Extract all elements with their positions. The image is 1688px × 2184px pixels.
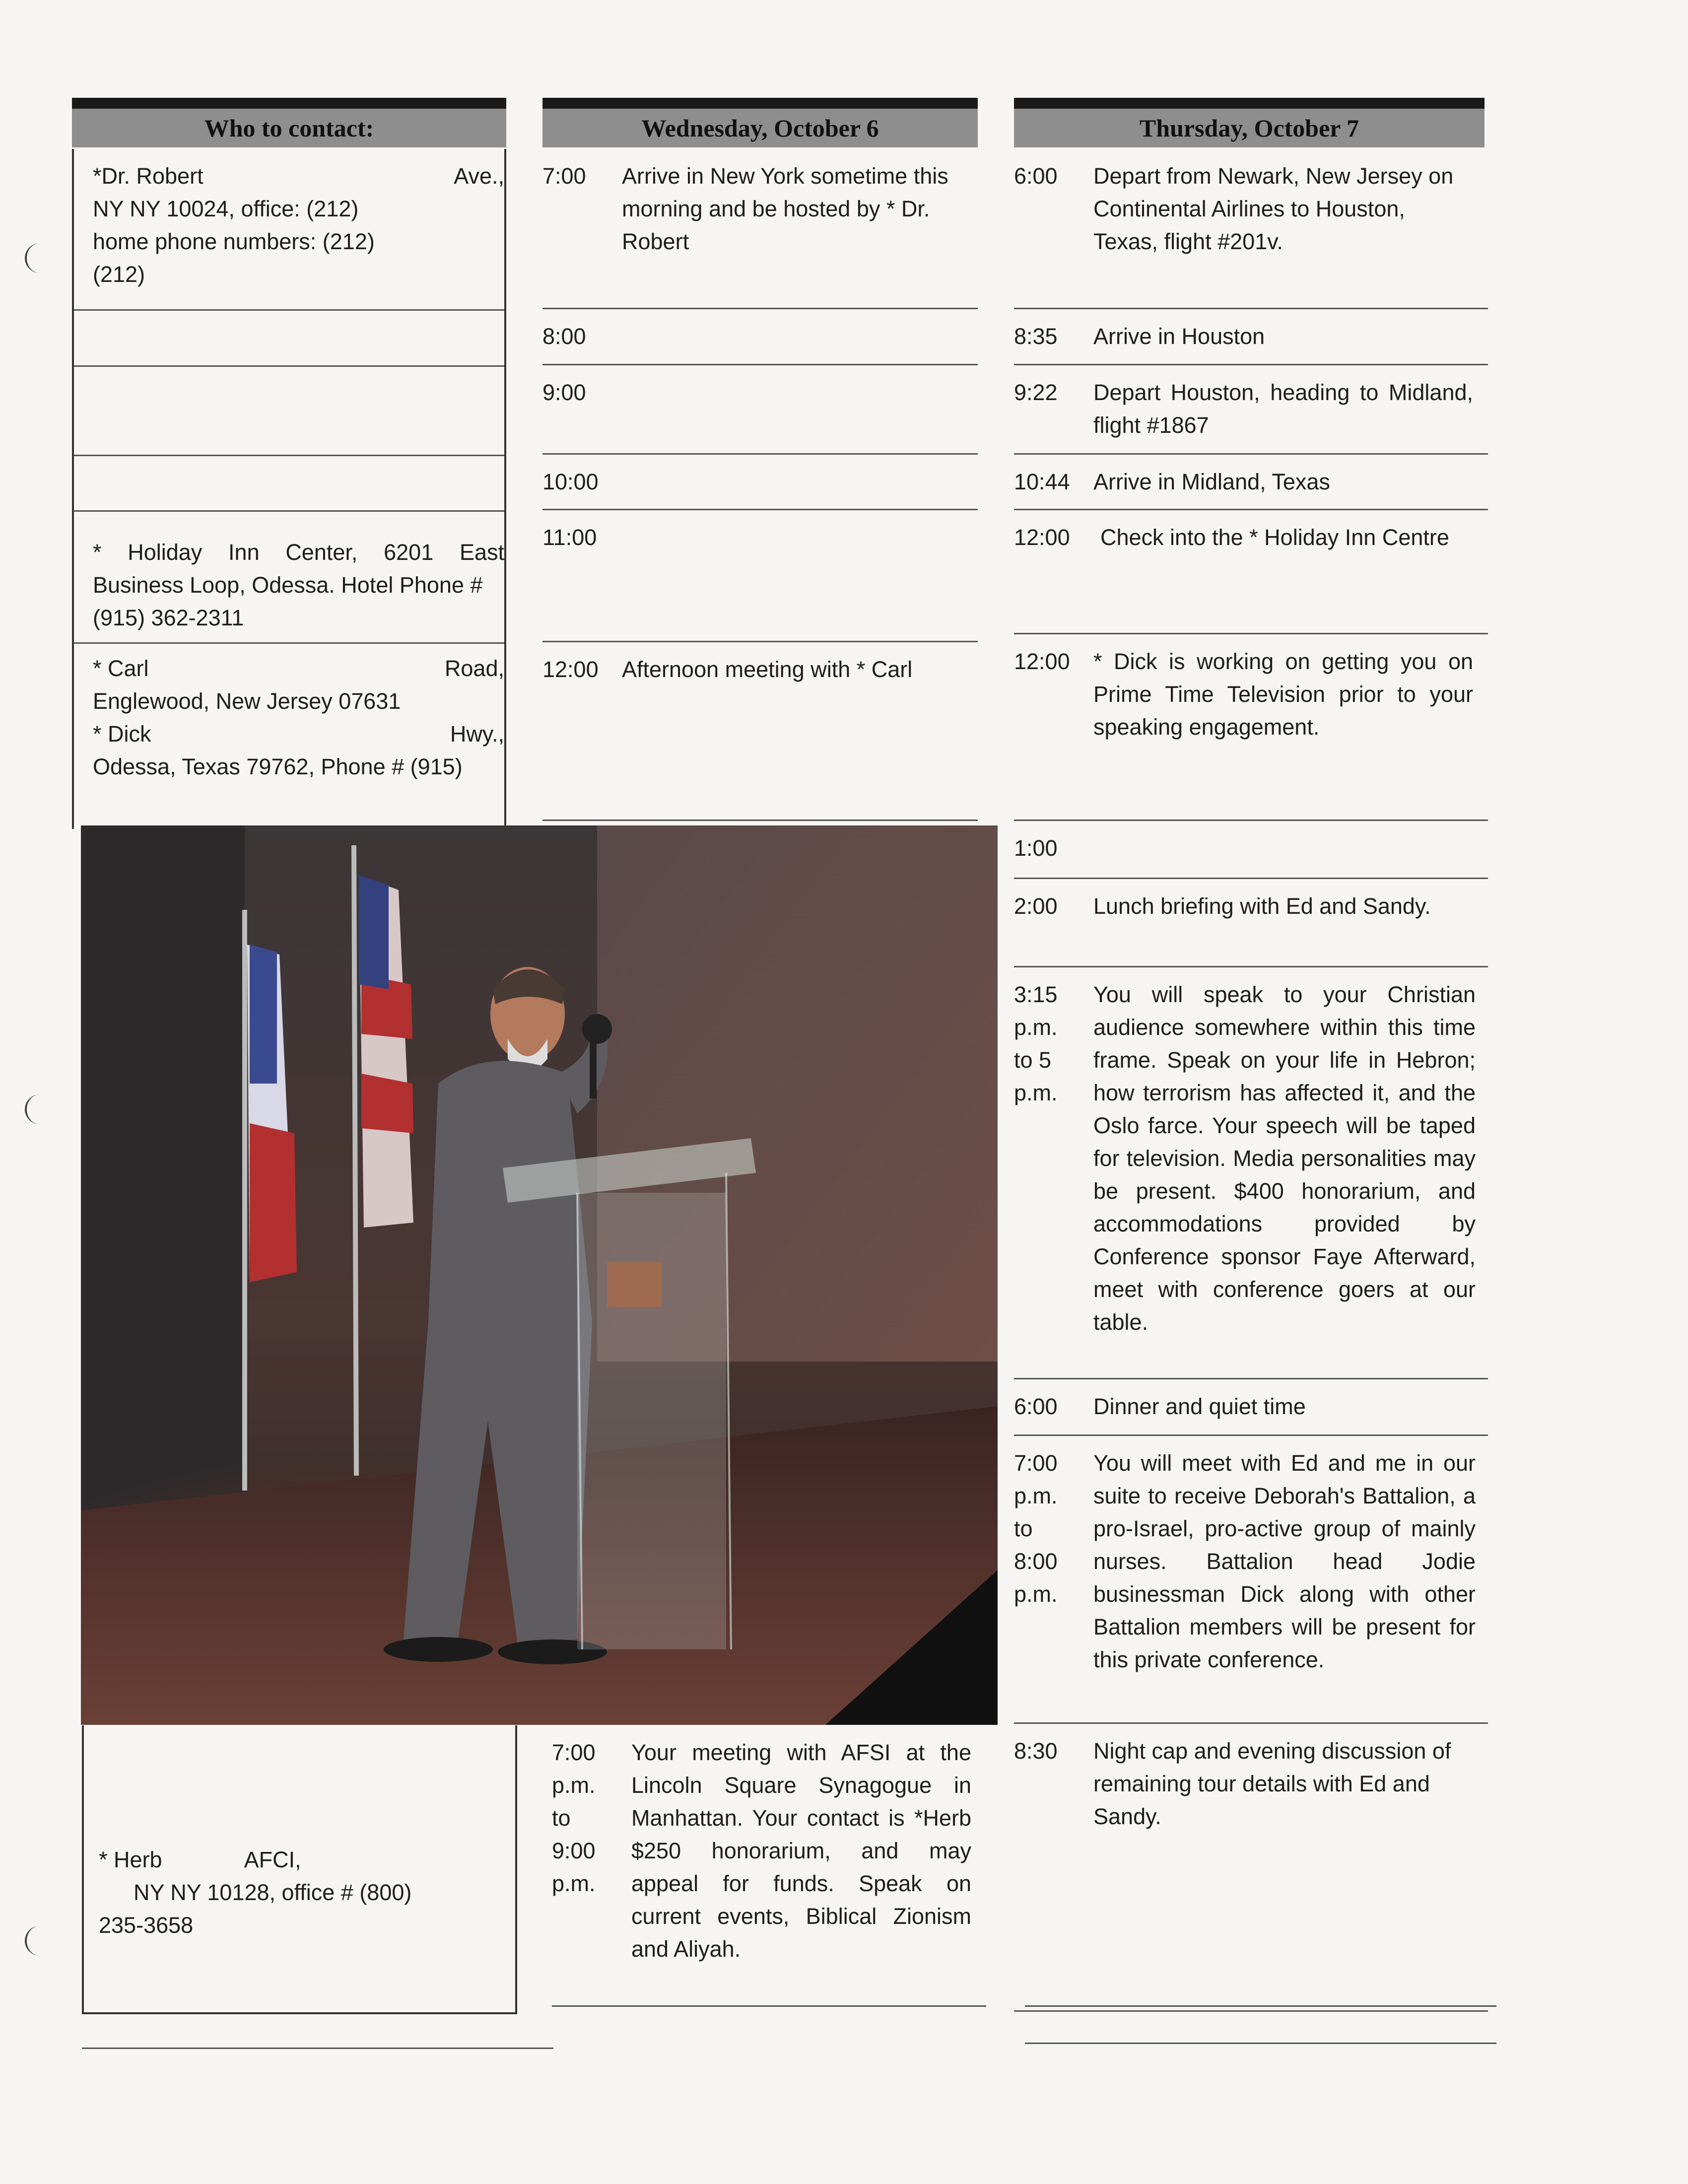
contact-empty-3 [74,455,504,512]
contact-carl-city: Englewood, New Jersey 07631 [93,688,401,714]
thu-row-1044 [1014,455,1488,510]
thu-row-100 [1014,821,1488,879]
wed-time: 10:00 [542,469,599,494]
thu-time: 12:00 [1014,649,1070,674]
thu-time: 12:00 [1014,525,1070,550]
header-wednesday [542,98,978,147]
wed-row-9am [542,365,978,455]
header-who-to-contact [72,98,506,147]
header-thursday [1014,98,1485,147]
contact-empty-2 [74,365,504,456]
speaker-photo [81,825,998,1725]
thu-row-835 [1014,309,1488,365]
contact-carl-road: Road, [444,656,504,681]
contact-column [72,149,506,829]
thu-text: Arrive in Midland, Texas [1093,469,1330,494]
contact-herb-text [99,1843,515,1942]
contact-dick-hwy: Hwy., [450,721,504,747]
contact-herb-name: * Herb [99,1847,162,1872]
thu-row-1200-b [1014,634,1488,821]
thu-time: 10:44 [1014,469,1070,494]
thu-time: 6:00 [1014,163,1058,189]
thu-text: * Dick is working on getting you on Prime Time Television prior to your speaking engagement. [1093,649,1473,740]
thu-row-315 [1014,967,1488,1379]
thu-row-830 [1014,1724,1488,2012]
contact-dick-name: * Dick [93,721,151,747]
wed-row-8am [542,309,978,365]
contact-line [93,160,504,193]
contact-carl-name: * Carl [93,656,149,681]
contact-holiday-text [93,536,504,634]
wed-row-7am [542,149,978,309]
thu-text: You will speak to your Christian audience somewhere within this time frame. Speak on your life in Hebron; how terrorism has affected it, and the Oslo farce. Your speech will be taped for television. Media personalities may be present. $400 honorarium, and accommodations provided by Conference sponsor Faye Afterward, meet with conference goers at our table. [1093,982,1476,1335]
header-thu-label: Thursday, October 7 [1139,114,1359,142]
wed-time: 7:00 [542,163,586,189]
wed-text: Afternoon meeting with * Carl [622,657,913,682]
wed-time: 8:00 [542,324,586,349]
thu-text: Arrive in Houston [1093,324,1265,349]
contact-carl-text [93,652,504,783]
wed-text: Your meeting with AFSI at the Lincoln Square Synagogue in Manhattan. Your contact is *Herb $250 honorarium, and may appeal for funds. Speak on current events, Biblical Zionism and Aliyah. [631,1740,971,1962]
left-bottom-rule [82,2048,553,2049]
thu-time: 2:00 [1014,893,1058,919]
thu-text: Lunch briefing with Ed and Sandy. [1093,893,1431,919]
thu-bottom-rule-2 [1025,2005,1496,2007]
contact-holiday-inn [74,510,504,644]
contact-robert-office: NY NY 10024, office: (212) [93,196,359,221]
thu-time: 7:00 p.m. to 8:00 p.m. [1014,1450,1058,1607]
binder-mark-2 [25,1094,71,1124]
header-wed-label: Wednesday, October 6 [641,114,879,142]
thu-text: Dinner and quiet time [1093,1394,1306,1419]
contact-line [93,718,504,751]
binder-mark-3 [25,1926,71,1956]
contact-robert [74,149,504,311]
contact-robert-name: *Dr. Robert [93,163,203,189]
contact-robert-home2: (212) [93,262,145,287]
contact-line [99,1843,515,1876]
thu-text: Depart from Newark, New Jersey on Continental Airlines to Houston, Texas, flight #201v. [1093,163,1454,254]
thu-text: Check into the * Holiday Inn Centre [1100,525,1449,550]
thu-time: 1:00 [1014,835,1058,861]
wed-row-7pm [552,1725,986,2007]
thu-row-700pm [1014,1436,1488,1724]
holiday-line-3: (915) 362-2311 [93,605,244,630]
thu-time: 3:15 p.m. to 5 p.m. [1014,982,1058,1105]
contact-dick-city: Odessa, Texas 79762, Phone # (915) [93,754,463,779]
wed-row-10am [542,455,978,510]
thu-time: 8:35 [1014,324,1058,349]
wed-row-12pm [542,642,978,821]
speaker-photo-image [81,825,998,1725]
row-divider [542,819,978,821]
contact-robert-home: home phone numbers: (212) [93,229,375,254]
header-who-label: Who to contact: [204,114,374,142]
row-divider [1014,2010,1488,2012]
contact-empty-1 [74,309,504,367]
thu-time: 8:30 [1014,1738,1058,1764]
thu-text: You will meet with Ed and me in our suite to receive Deborah's Battalion, a pro-Israel, pro-active group of mainly nurses. Battalion head Jodie businessman Dick along with other Battalion members will be present for this private conference. [1093,1450,1476,1672]
thu-row-1200-a [1014,510,1488,634]
thu-row-922 [1014,365,1488,455]
contact-line [93,652,504,685]
binder-mark-1 [25,243,71,273]
wed-time: 12:00 [542,657,599,682]
holiday-line-1: * Holiday Inn Center, 6201 East [93,540,504,565]
contact-robert-street: Ave., [454,163,504,189]
thu-row-6am [1014,149,1488,309]
contact-herb-box [82,1725,517,2014]
wed-time: 7:00 p.m. to 9:00 p.m. [552,1740,596,1896]
contact-herb-org: AFCI, [244,1847,301,1872]
contact-carl-dick [74,642,504,829]
wed-row-11am [542,510,978,642]
row-divider [552,2005,986,2007]
contact-herb-phone: 235-3658 [99,1912,194,1938]
thu-time: 6:00 [1014,1394,1058,1419]
thu-time: 9:22 [1014,380,1058,405]
thu-text: Depart Houston, heading to Midland, flight #1867 [1093,380,1473,438]
contact-herb-city: NY NY 10128, office # (800) [134,1880,412,1905]
thu-row-200 [1014,879,1488,967]
thu-row-600 [1014,1379,1488,1436]
holiday-line-2: Business Loop, Odessa. Hotel Phone # [93,572,483,598]
wed-time: 11:00 [542,525,597,550]
contact-robert-text [93,160,504,291]
wed-text: Arrive in New York sometime this morning and be hosted by * Dr. Robert [622,163,948,254]
wed-time: 9:00 [542,380,586,405]
thu-text: Night cap and evening discussion of remaining tour details with Ed and Sandy. [1093,1738,1451,1829]
thu-bottom-rule [1025,2043,1496,2044]
